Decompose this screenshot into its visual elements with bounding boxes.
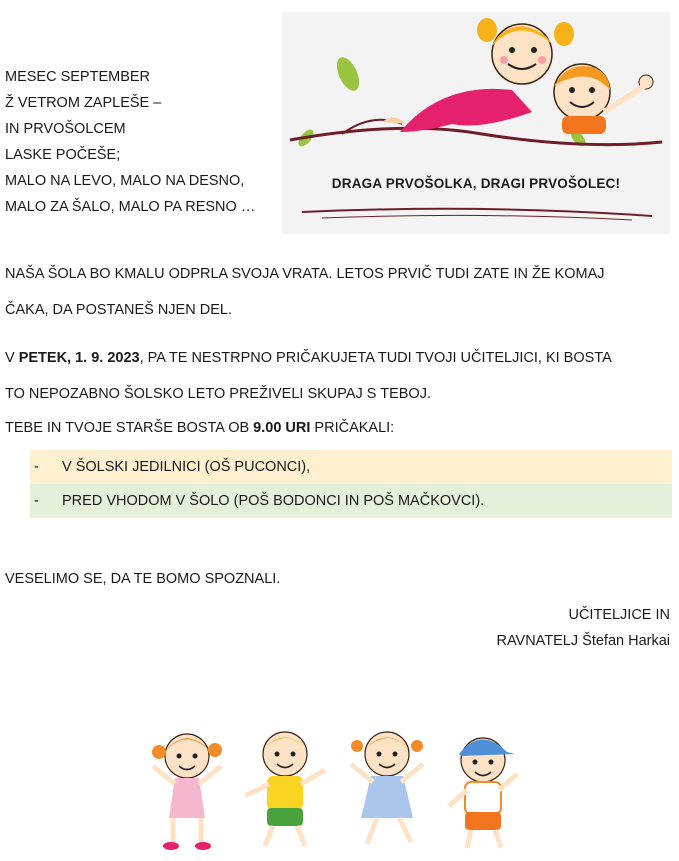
location-list [30, 450, 672, 518]
date-suffix: , PA TE NESTRPNO PRIČAKUJETA TUDI TVOJI UČITELJICI, KI BOSTA [139, 350, 612, 366]
dancing-kids-icon [145, 726, 525, 856]
list-item [30, 450, 672, 484]
date-line-1 [5, 350, 612, 366]
time-prefix: TEBE IN TVOJE STARŠE BOSTA OB [5, 420, 254, 436]
date-line-2: TO NEPOZABNO ŠOLSKO LETO PREŽIVELI SKUPAJ S TEBOJ. [5, 386, 431, 402]
time-line [5, 420, 394, 436]
poem-line: LASKE POČEŠE; [5, 147, 121, 163]
time-suffix: PRIČAKALI: [310, 420, 395, 436]
closing-text: VESELIMO SE, DA TE BOMO SPOZNALI. [5, 571, 281, 587]
list-item-text: V ŠOLSKI JEDILNICI (OŠ PUCONCI), [62, 459, 311, 475]
poem-line: MALO ZA ŠALO, MALO PA RESNO … [5, 199, 256, 215]
poem-line: Ž VETROM ZAPLEŠE – [5, 95, 162, 111]
date-prefix: V [5, 350, 19, 366]
list-item [30, 484, 672, 518]
event-date: PETEK, 1. 9. 2023 [18, 350, 140, 366]
event-time: 9.00 URI [253, 420, 311, 436]
poem-line: IN PRVOŠOLCEM [5, 121, 126, 137]
poem-line: MALO NA LEVO, MALO NA DESNO, [5, 173, 245, 189]
banner-title: DRAGA PRVOŠOLKA, DRAGI PRVOŠOLEC! [331, 176, 621, 191]
intro-line-1: NAŠA ŠOLA BO KMALU ODPRLA SVOJA VRATA. LETOS PRVIČ TUDI ZATE IN ŽE KOMAJ [5, 266, 605, 282]
dancing-kids-illustration [145, 726, 525, 861]
list-item-text: PRED VHODOM V ŠOLO (POŠ BODONCI IN POŠ MAČKOVCI). [62, 493, 485, 509]
signature-line-1: UČITELJICE IN [568, 607, 670, 623]
list-dash: - [34, 459, 39, 475]
signature-line-2: RAVNATELJ Štefan Harkai [496, 633, 670, 649]
list-dash: - [34, 493, 39, 509]
banner-illustration [282, 12, 670, 234]
poem-line: MESEC SEPTEMBER [5, 69, 151, 85]
cartoon-kids-lying-icon [282, 12, 670, 234]
poem [5, 64, 255, 220]
intro-line-2: ČAKA, DA POSTANEŠ NJEN DEL. [5, 302, 232, 318]
